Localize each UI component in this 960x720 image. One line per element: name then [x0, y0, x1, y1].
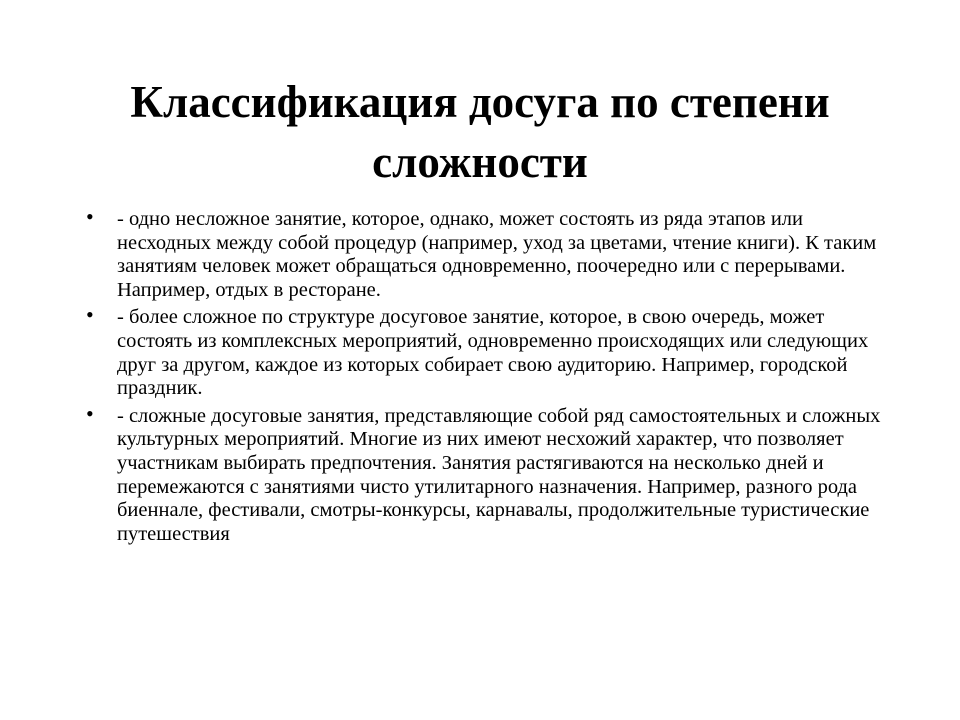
slide-title: Классификация досуга по степени сложности	[130, 77, 830, 187]
bullet-text: - одно несложное занятие, которое, однако, может состоять из ряда этапов или несходных между собой процедур (например, уход за цветами, чтение книги). К таким занятиям человек может обращаться одновременно, поочередно или с перерывами. Например, отдых в ресторане.	[117, 208, 877, 301]
bullet-icon: •	[86, 400, 94, 426]
bullet-item-2	[86, 302, 886, 400]
bullet-icon: •	[86, 204, 94, 229]
bullet-icon: •	[86, 302, 94, 328]
bullet-item-1	[86, 204, 886, 302]
bullet-item-3	[86, 400, 886, 547]
bullet-text: - сложные досуговые занятия, представляющие собой ряд самостоятельных и сложных культурных мероприятий. Многие из них имеют несхожий характер, что позволяет участникам выбирать предпочтения. Занятия растягиваются на несколько дней и перемежаются с занятиями чисто утилитарного назначения. Например, разного рода биеннале, фестивали, смотры-конкурсы, карнавалы, продолжительные туристические путешествия	[117, 404, 881, 545]
bullet-text: - более сложное по структуре досуговое занятие, которое, в свою очередь, может состоять из комплексных мероприятий, одновременно происходящих или следующих друг за другом, каждое из которых собирает свою аудиторию. Например, городской праздник.	[117, 306, 869, 400]
bullet-list	[86, 204, 886, 550]
